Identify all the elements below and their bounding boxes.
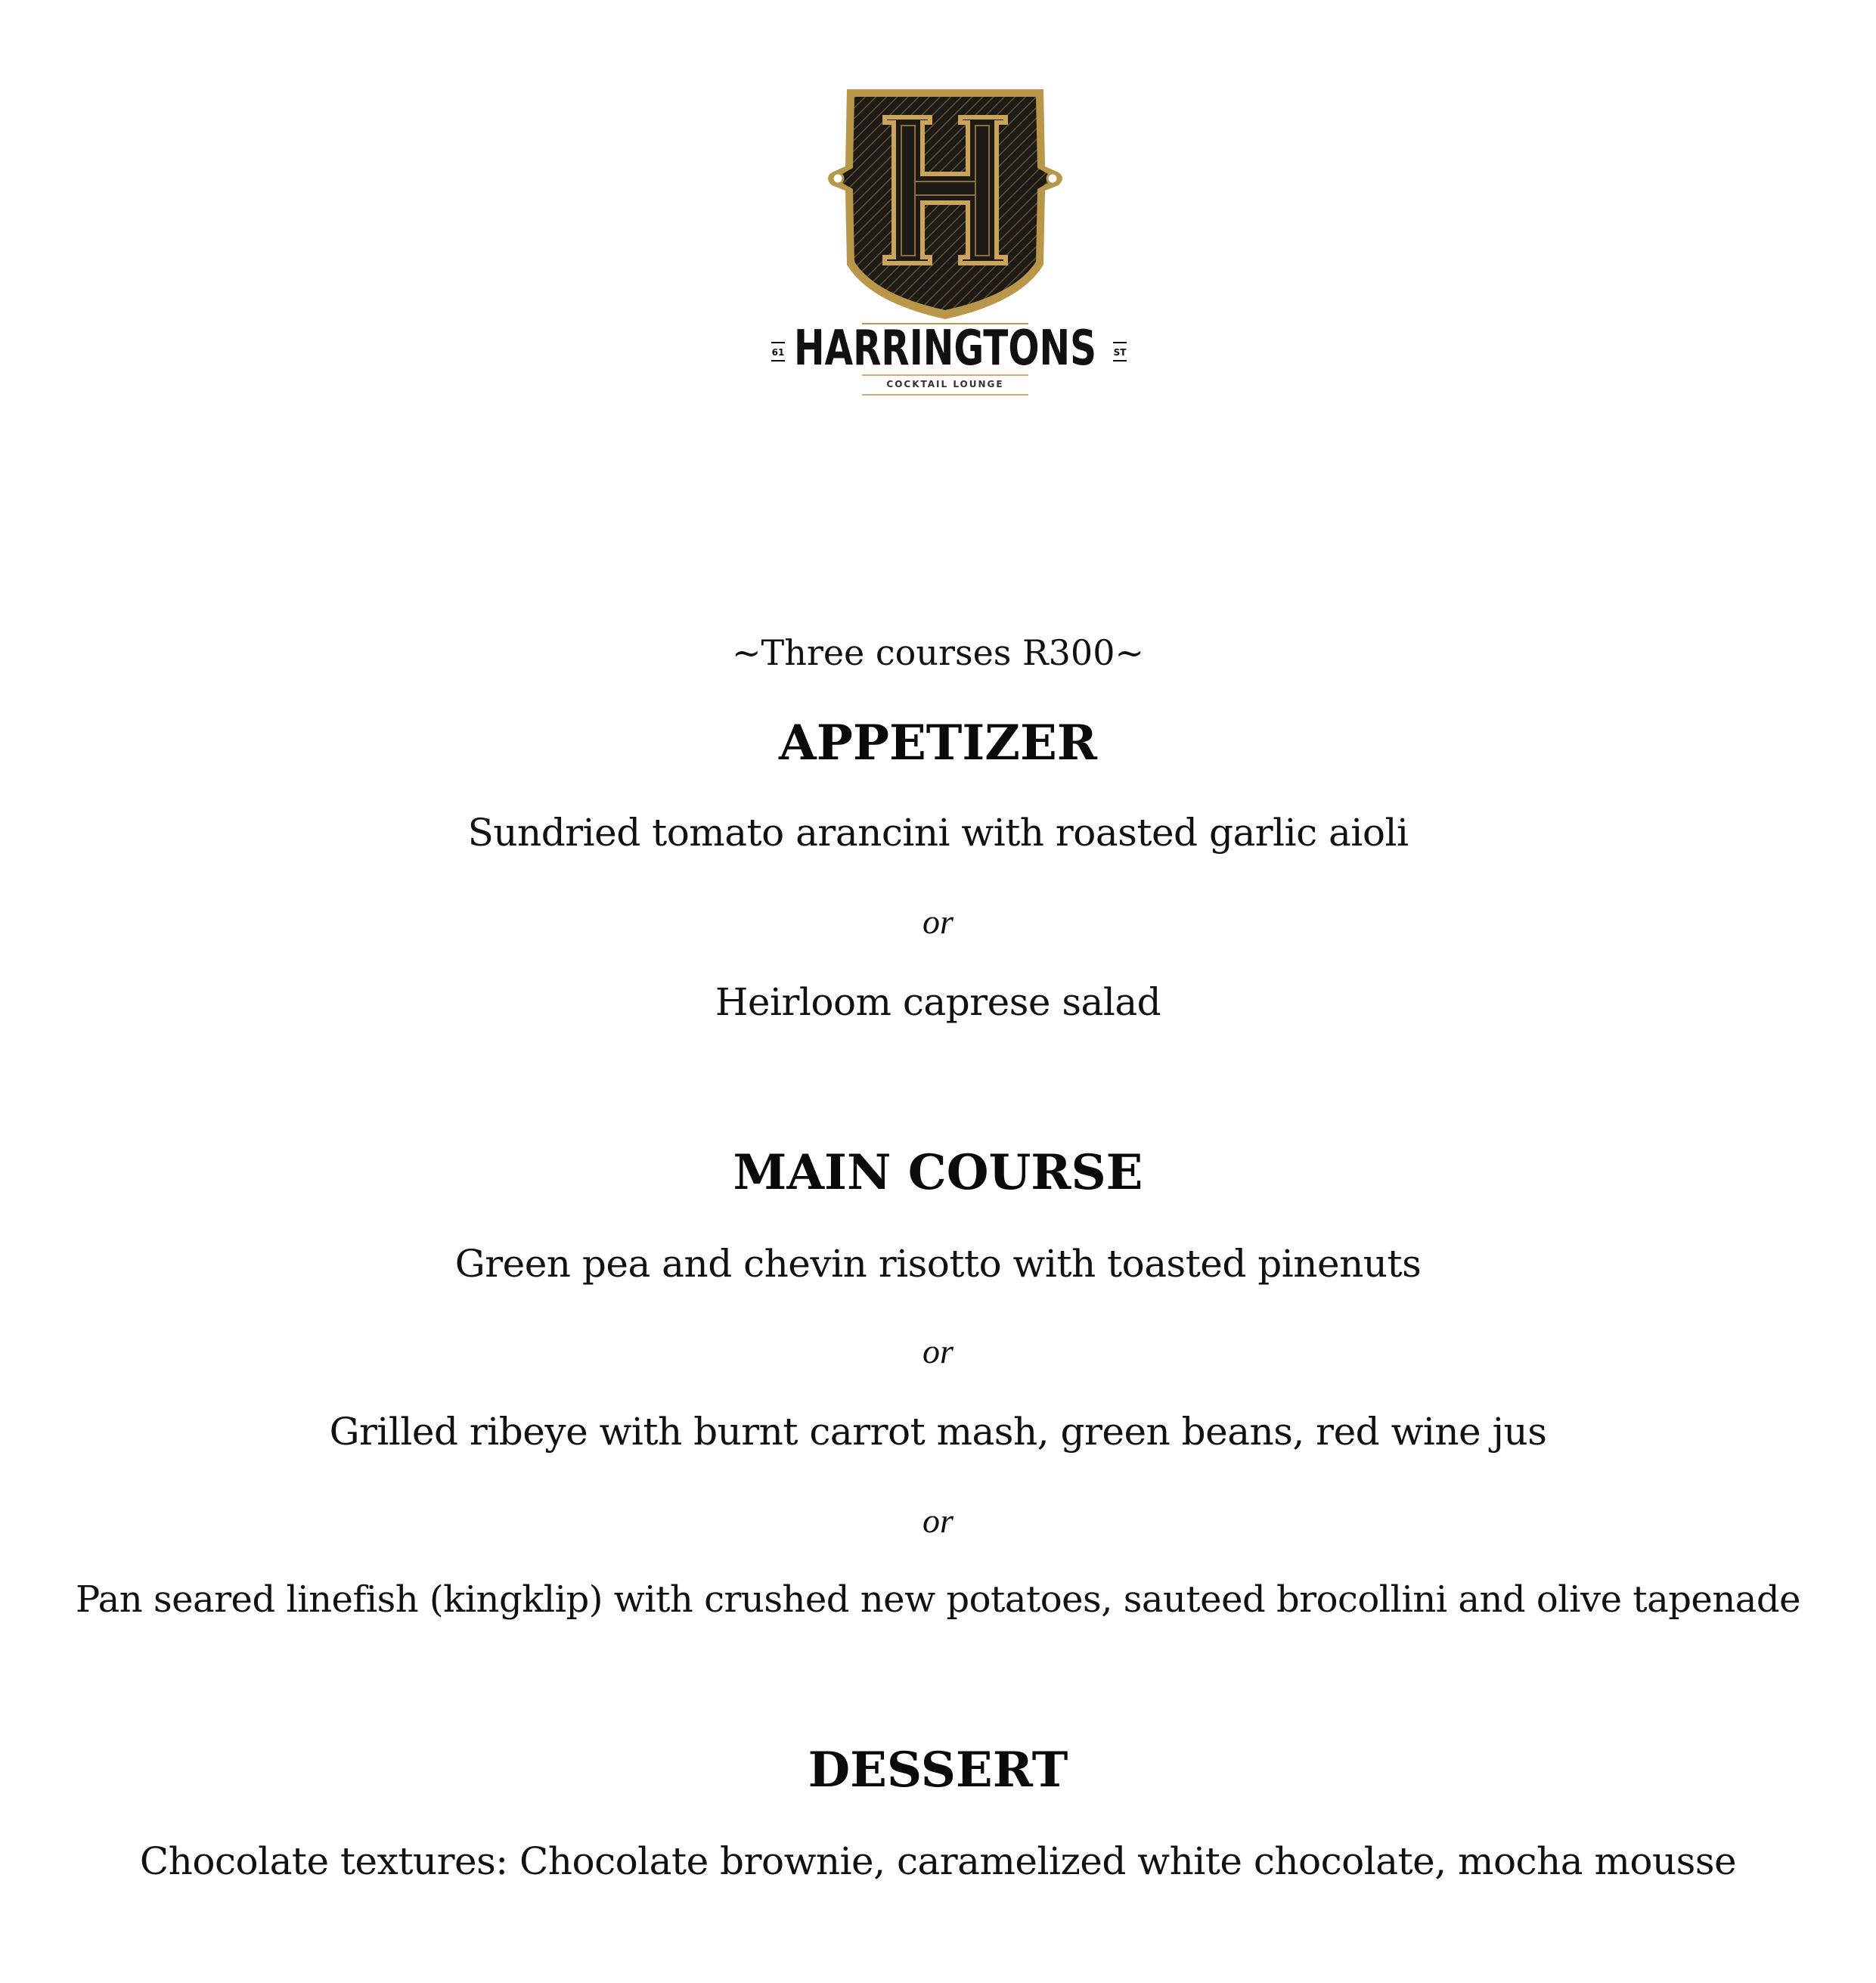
separator-or: or bbox=[922, 1332, 954, 1370]
harringtons-logo bbox=[771, 83, 1127, 408]
logo-left-mark: 61 bbox=[771, 347, 785, 358]
appetizer-item-2: Heirloom caprese salad bbox=[715, 980, 1161, 1024]
shield-logo-graphic bbox=[771, 83, 1127, 408]
main-course-item-3: Pan seared linefish (kingklip) with crushed new potatoes, sauteed brocollini and olive tapenade bbox=[76, 1578, 1800, 1621]
appetizer-item-1: Sundried tomato arancini with roasted garlic aioli bbox=[467, 811, 1409, 855]
logo-right-mark: ST bbox=[1113, 347, 1127, 358]
main-course-item-2: Grilled ribeye with burnt carrot mash, green beans, red wine jus bbox=[329, 1410, 1547, 1454]
separator-or: or bbox=[922, 1501, 954, 1540]
main-course-heading: MAIN COURSE bbox=[733, 1144, 1143, 1201]
logo-tagline: COCKTAIL LOUNGE bbox=[886, 379, 1004, 389]
separator-or: or bbox=[922, 902, 954, 941]
appetizer-heading: APPETIZER bbox=[779, 715, 1097, 771]
dessert-item-1: Chocolate textures: Chocolate brownie, caramelized white chocolate, mocha mousse bbox=[139, 1839, 1737, 1883]
logo-wordmark: HARRINGTONS bbox=[794, 321, 1096, 377]
dessert-heading: DESSERT bbox=[808, 1742, 1068, 1798]
price-line: ~Three courses R300~ bbox=[731, 632, 1144, 673]
main-course-item-1: Green pea and chevin risotto with toasted pinenuts bbox=[454, 1242, 1422, 1286]
